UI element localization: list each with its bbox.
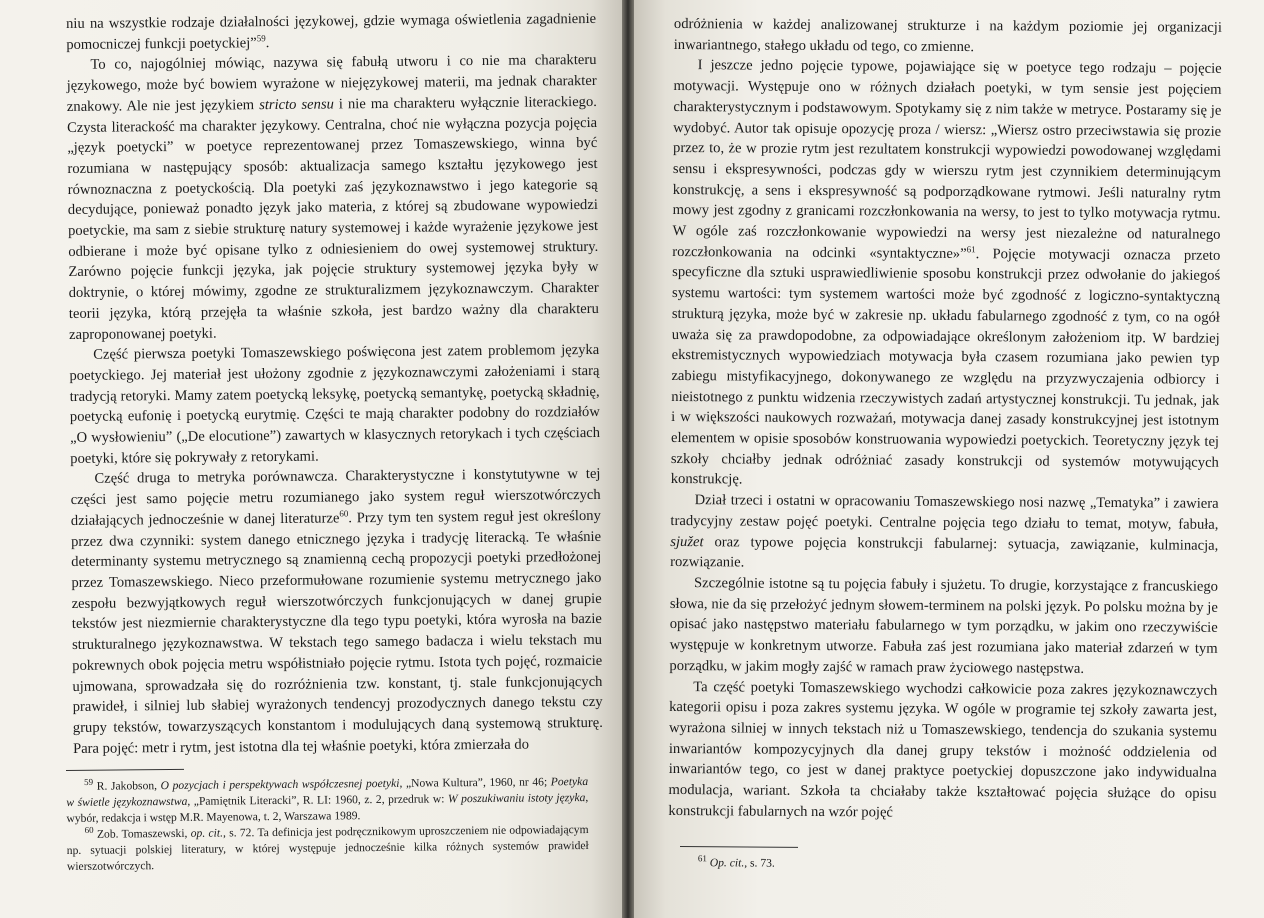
paragraph: Szczególnie istotne są tu pojęcia fabuły i sjużetu. To drugie, korzystające z francuskiego słowa, nie da się przełożyć jednym słowem-terminem na polski język. Po polsku można by je opisać jako następstwo materiału fabularnego w tym porządku, w jakim ono rzeczywiście występuje w konkretnym utworze. Fabuła zaś jest rozumiana jako materiał zdarzeń w tym porządku, w jakim mogły zajść w ramach praw życiowego następstwa. xyxy=(669,575,1219,677)
footnote-ref-60: 60 xyxy=(339,508,349,519)
paragraph: I jeszcze jedno pojęcie typowe, pojawiające się w poetyce tego rodzaju – pojęcie motywacji. Występuje ono w różnych działach poetyki, w tym sensie jest pojęciem charakterystycznym i podstawowym. Spotykamy się z nim także w metryce. Postaramy się je wydobyć. Autor tak opisuje opozycję proza / wiersz: „Wiersz ostro przeciwstawia się prozie przez to, że w prozie rytm jest rezultatem konstrukcji wypowiedzi powodowanej względami sensu i ekspresywności, podczas gdy w wierszu rytm jest czynnikiem determinującym konstrukcję, a sens i ekspresywność są podporządkowane rytmowi. Jeśli naturalny rytm mowy jest zgodny z granicami rozczłonkowania na wersy, to jest to tylko motywacja rytmu. W ogóle zaś rozczłonkowanie wypowiedzi na wersy jest niezależne od naturalnego rozczłonkowania na odcinki «syntaktyczne»”$^{61}$. Pojęcie motywacji oznacza przeto specyficzne dla sztuki usprawiedliwienie sposobu konstrukcji przez odwołanie do jakiegoś systemu wartości: tym systemem wartości może być zgodność z logiczno-syntaktyczną strukturą języka, może być w zakresie np. układu fabularnego zgodność z tym, co na ogół uważa się za prawdopodobne, za odpowiadające określonym założeniom itp. W bardziej ekstremistycznych wypowiedziach motywacja była czasem rozumiana jako pewien typ zabiegu mistyfikacyjnego, dokonywanego ze względu na przyzwyczajenia odbiorcy i nieistotnego z punktu widzenia rzeczywistych zadań artystycznej konstrukcji. Tu jednak, jak i w większości naukowych rozważań, motywacja danej zasady konstrukcyjnej jest istotnym elementem w opisie sposobów konstruowania wypowiedzi poetyckich. Teoretyczny język tej szkoły chciałby jednak odróżniać zasady konstrukcji od systemów motywujących konstrukcję. xyxy=(670,57,1222,488)
paragraph: odróżnienia w każdej analizowanej strukturze i na każdym poziomie jej organizacji inwariantnego, stałego układu od tego, co zmienne. xyxy=(673,15,1222,55)
paragraph: To co, najogólniej mówiąc, nazywa się fabułą utworu i co nie ma charakteru językowego, może być bowiem wyrażone w niejęzykowej materii, ma jednak charakter znakowy. Ale nie jest językiem stricto sensu i nie ma charakteru wyłącznie literackiego. Czysta literackość ma charakter językowy. Centralna, choć nie wyłączna pozycja pojęcia „język poetycki” w poetyce reprezentowanej przez Tomaszewskiego, winna być rozumiana w następujący sposób: aktualizacja samego kształtu językowego jest równoznaczna z poetyckością. Dla poetyki zaś językoznawstwo i jego kategorie są decydujące, ponieważ ponadto język jako materia, z której są zbudowane wypowiedzi poetyckie, ma sam z siebie strukturę natury systemowej i każde wyrażenie językowe jest odbierane i może być opisane tylko z odniesieniem do owej systemowej struktury. Zarówno pojęcie funkcji języka, jak pojęcie struktury systemowej języka były w doktrynie, o której mówimy, zgodne ze strukturalizmem językoznawczym. Charakter teorii języka, którą przejęła ta właśnie szkoła, jest bardzo ważny dla charakteru zaproponowanej poetyki. xyxy=(66,52,599,343)
right-page-body xyxy=(668,14,1222,825)
paragraph: Część druga to metryka porównawcza. Charakterystyczne i konstytutywne w tej części jest samo pojęcie metru rozumianego jako system reguł wierszotwórczych działających jednocześnie w danej literaturze$^{60}$. Przy tym ten system reguł jest określony przez dwa czynniki: system danego etnicznego języka i tradycję literacką. Te właśnie determinanty systemu metrycznego są znamienną cechą propozycji poetyki przedłożonej przez Tomaszewskiego. Nieco przeformułowane rozumienie systemu metrycznego jako zespołu bezwyjątkowych reguł wierszotwórczych funkcjonujących w danej grupie tekstów jest niezmiernie charakterystyczne dla tego typu poetyki, która wyrosła na bazie strukturalnego językoznawstwa. W tekstach tego samego badacza i wielu tekstach mu pokrewnych obok pojęcia metru współistniało pojęcie rytmu. Istota tych pojęć, rozmaicie ujmowana, sprowadzała się do rozróżnienia tzw. konstant, tj. stale funkcjonujących prawideł, i silniej lub słabiej wyrażonych tendencyj prozodycznych danego tekstu czy grupy tekstów, towarzyszących konstantom i modulujących daną systemową strukturę. Para pojęć: metr i rytm, jest istotna dla tej właśnie poetyki, która zmierzała do xyxy=(70,466,603,757)
paragraph: Część pierwsza poetyki Tomaszewskiego poświęcona jest zatem problemom języka poetyckiego. Jej materiał jest ułożony zgodnie z językoznawczymi założeniami i starą tradycją retoryki. Mamy zatem poetycką leksykę, poetycką semantykę, poetycką składnię, poetycką eufonię i poetycką eurytmię. Części te mają charakter podobny do rozdziałów „O wysłowieniu” („De elocutione”) zawartych w klasycznych retorykach i tych częściach poetyki, które się pokrywały z retorykami. xyxy=(69,342,601,467)
right-page xyxy=(634,0,1264,918)
left-page-body xyxy=(66,9,603,759)
footnote-ref-61: 61 xyxy=(966,243,976,254)
footnote-59: $^{59}$ R. Jakobson, O pozycjach i perspektywach współczesnej poetyki, „Nowa Kultura”, 1960, nr 46; Poetyka w świetle językoznawstwa, „Pamiętnik Literacki”, R. LI: 1960, z. 2, przedruk w: W poszukiwaniu istoty języka, wybór, redakcja i wstęp M.R. Mayenowa, t. 2, Warszawa 1989. xyxy=(66,774,589,825)
footnote-ref-59: 59 xyxy=(256,32,266,44)
footnote-61: $^{61}$ Op. cit., s. 73. xyxy=(697,853,775,870)
right-footnotes xyxy=(680,846,980,873)
paragraph: niu na wszystkie rodzaje działalności językowej, gdzie wymaga oświetlenia zagadnienie pomocniczej funkcji poetyckiej”$^{59}$. xyxy=(66,10,597,53)
left-footnotes xyxy=(66,765,589,875)
footnote-rule xyxy=(66,769,184,771)
footnote-rule xyxy=(680,846,798,848)
book-gutter xyxy=(622,0,634,918)
paragraph: Dział trzeci i ostatni w opracowaniu Tomaszewskiego nosi nazwę „Tematyka” i zawiera tradycyjny zestaw pojęć poetyki. Centralne pojęcia tego działu to temat, motyw, fabuła, sjužet oraz typowe pojęcia konstrukcji fabularnej: sytuacja, zawiązanie, kulminacja, rozwiązanie. xyxy=(670,492,1219,571)
footnote-60: $^{60}$ Zob. Tomaszewski, op. cit., s. 72. Ta definicja jest podręcznikowym uproszczeniem nie odpowiadającym np. sytuacji polskiej literatury, w której występuje jednocześnie kilka różnych systemów prawideł wierszotwórczych. xyxy=(66,822,589,873)
left-page xyxy=(0,0,622,918)
paragraph: Ta część poetyki Tomaszewskiego wychodzi całkowicie poza zakres językoznawczych kategorii opisu i poza zakres systemu języka. W ogóle w programie tej szkoły zawarta jest, wyrażona silniej w innych tekstach niż u Tomaszewskiego, tendencja do szukania systemu inwariantów kompozycyjnych dla danej grupy tekstów i możność oddzielenia od inwariantów tego, co jest w danej praktyce poetyckiej dopuszczone jako indywidualna modulacja, wariant. Szkoła ta chciałaby także kształtować pojęcia służące do opisu konstrukcji fabularnych na wzór pojęć xyxy=(668,678,1218,821)
